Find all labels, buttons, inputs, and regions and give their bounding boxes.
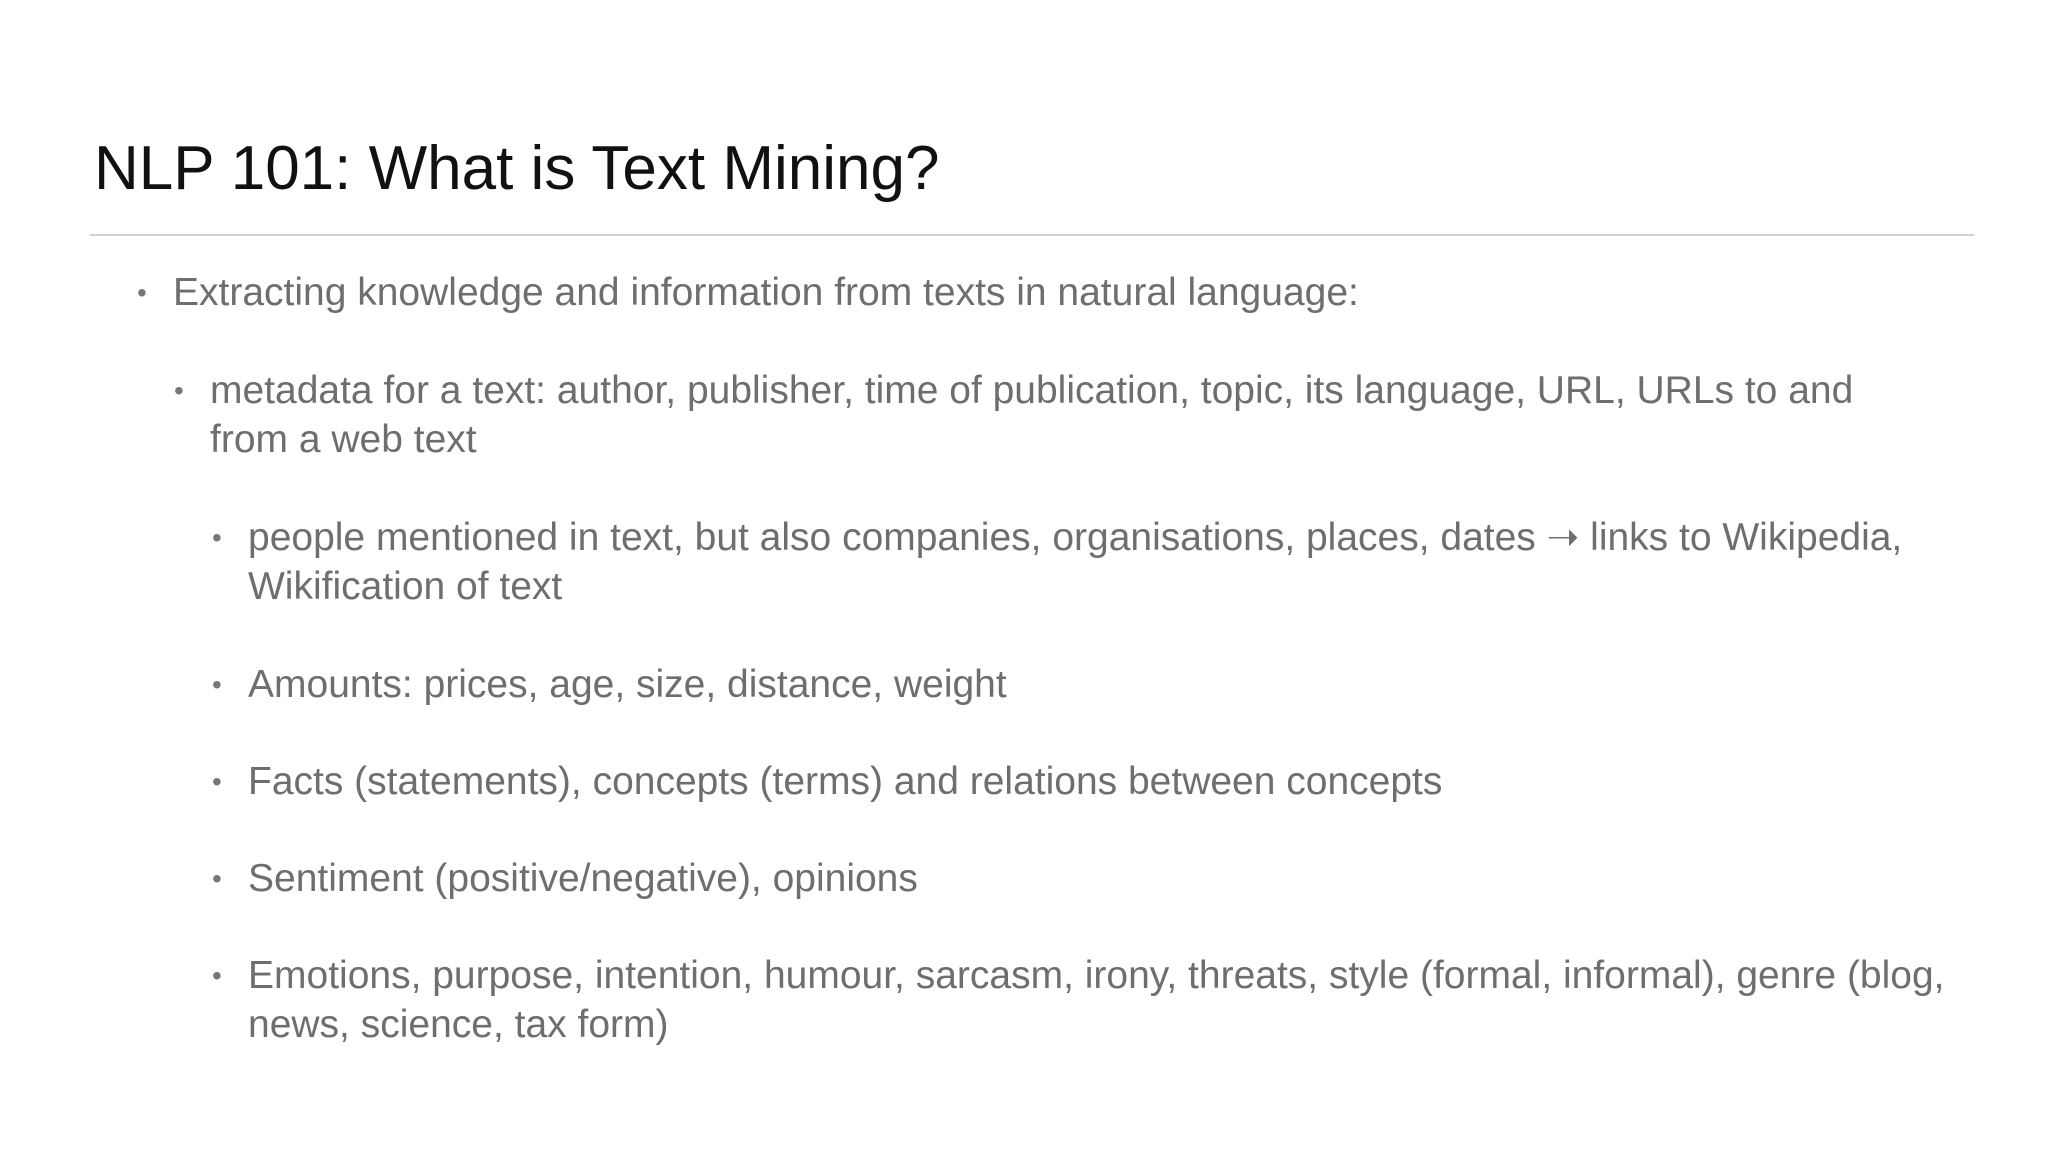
- bullet-text: Facts (statements), concepts (terms) and relations between concepts: [248, 760, 1443, 803]
- bullet-item: [212, 854, 1968, 903]
- bullet-text: Amounts: prices, age, size, distance, weight: [248, 663, 1007, 706]
- bullet-text: Extracting knowledge and information from texts in natural language:: [173, 271, 1359, 314]
- bullet-item: [137, 268, 1973, 317]
- bullet-dot-icon: •: [212, 863, 222, 894]
- bullet-text: metadata for a text: author, publisher, time of publication, topic, its language, URL, URLs to and from a web text: [210, 369, 1854, 461]
- bullet-dot-icon: •: [212, 960, 222, 991]
- bullet-dot-icon: •: [212, 669, 222, 700]
- bullet-item: [212, 951, 1968, 1049]
- slide-title: NLP 101: What is Text Mining?: [94, 134, 940, 203]
- bullet-item: [174, 366, 1910, 464]
- title-divider: [90, 234, 1974, 236]
- bullet-item: [212, 513, 1968, 611]
- bullet-text: Emotions, purpose, intention, humour, sarcasm, irony, threats, style (formal, informal), genre (blog, news, science, tax form): [248, 954, 1945, 1046]
- bullet-dot-icon: •: [174, 375, 184, 406]
- bullet-item: [212, 757, 1968, 806]
- bullet-dot-icon: •: [212, 522, 222, 553]
- bullet-dot-icon: •: [137, 277, 147, 308]
- bullet-dot-icon: •: [212, 766, 222, 797]
- bullet-text: people mentioned in text, but also companies, organisations, places, dates ➝ links to Wikipedia, Wikification of text: [248, 516, 1903, 608]
- bullet-item: [212, 660, 1968, 709]
- bullet-text: Sentiment (positive/negative), opinions: [248, 857, 918, 900]
